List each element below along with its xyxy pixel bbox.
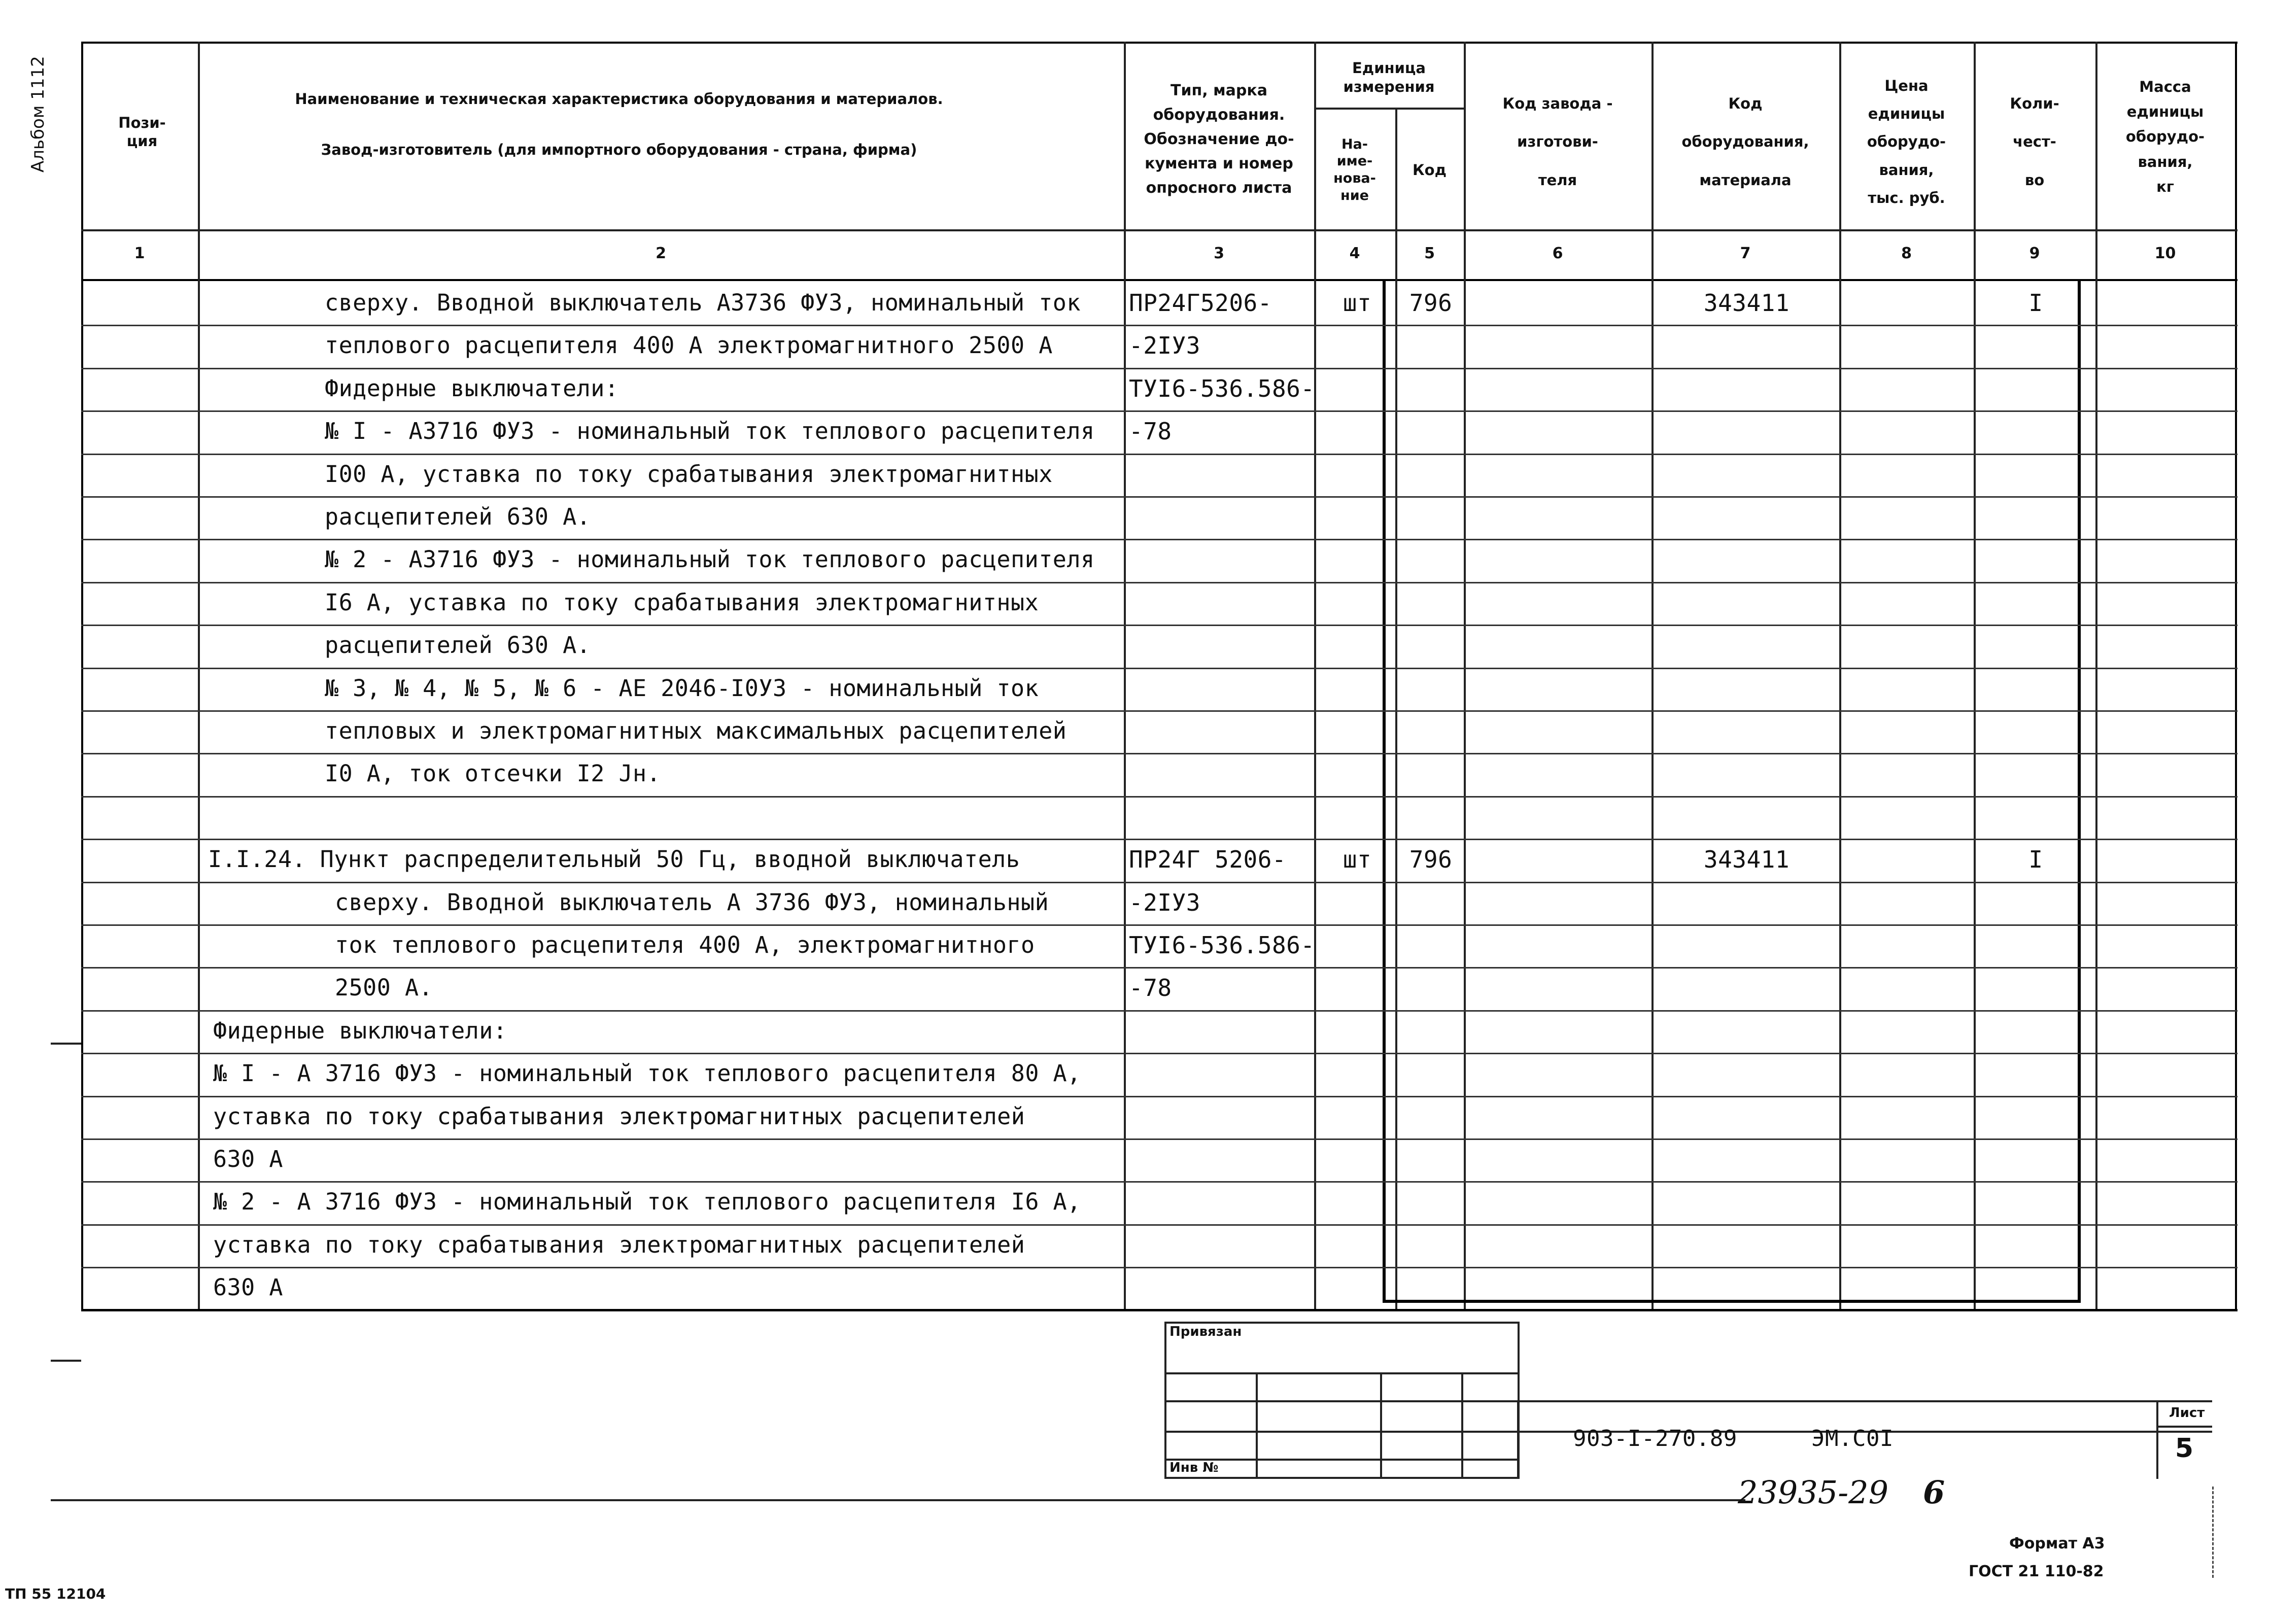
unit-subheader-rule [1314, 108, 1464, 110]
format-label: Формат А3 [2009, 1535, 2105, 1552]
col-divider-8 [1974, 42, 1976, 1310]
colnum-7: 7 [1740, 245, 1751, 262]
header-name-line1: Наименование и техническая характеристика оборудования и материалов. [295, 90, 943, 108]
doc-code: 903-I-270.89 [1573, 1426, 1737, 1452]
header-position: Пози- ция [118, 114, 166, 150]
table-row-rule [81, 1267, 2238, 1268]
doc-mark: ЭМ.С0I [1811, 1426, 1894, 1452]
header-name-line2: Завод-изготовитель (для импортного оборудования - страна, фирма) [321, 141, 917, 158]
type-cell: -78 [1129, 418, 1172, 445]
colnum-1: 1 [134, 245, 145, 262]
type-cell: -78 [1129, 974, 1172, 1001]
table-row-rule [81, 625, 2238, 626]
table-row-rule [81, 882, 2238, 883]
stamp-title-rule [1517, 1400, 2212, 1402]
col-divider-6 [1651, 42, 1654, 1310]
type-cell: ПР24Г5206- [1129, 289, 1272, 317]
code-cell: 796 [1409, 289, 1453, 317]
colnum-5: 5 [1424, 245, 1435, 262]
margin-tick-1 [51, 1043, 81, 1045]
name-cell: 2500 А. [335, 974, 433, 1001]
quantity-cell: I [2028, 846, 2043, 873]
header-price: Цена единицы оборудо- вания, тыс. руб. [1867, 77, 1946, 206]
bottom-code: ТП 55 12104 [5, 1585, 106, 1602]
sheet-rule [2156, 1426, 2212, 1428]
gost-label: ГОСТ 21 110-82 [1969, 1563, 2104, 1580]
header-mass: Масса единицы оборудо- вания, кг [2125, 78, 2205, 195]
name-cell: I0 А, ток отсечки I2 Jн. [325, 760, 661, 787]
table-row-rule [81, 1224, 2238, 1226]
album-label: Альбом 1112 [28, 56, 48, 172]
name-cell: 630 А [213, 1146, 283, 1172]
header-bottom-rule [81, 229, 2238, 231]
name-cell: I.I.24. Пункт распределительный 50 Гц, вводной выключатель [208, 846, 1020, 873]
header-unit-code: Код [1412, 161, 1447, 179]
name-cell: Фидерные выключатели: [213, 1017, 507, 1044]
table-bottom-rule [81, 1309, 2238, 1311]
name-cell: сверху. Вводной выключатель А3736 ФУЗ, номинальный ток [325, 289, 1081, 316]
table-row-rule [81, 710, 2238, 712]
name-cell: тепловых и электромагнитных максимальных расцепителей [325, 717, 1067, 744]
table-row-rule [81, 582, 2238, 583]
name-cell: № I - А 3716 ФУЗ - номинальный ток теплового расцепителя 80 А, [213, 1060, 1081, 1087]
name-cell: теплового расцепителя 400 А электромагнитного 2500 А [325, 332, 1053, 359]
stamp-rule-1 [1164, 1372, 1520, 1374]
table-row-rule [81, 1096, 2238, 1097]
name-cell: I6 А, уставка по току срабатывания электромагнитных [325, 589, 1039, 616]
name-cell: расцепителей 630 А. [325, 503, 591, 530]
header-equip-code: Код оборудования, материала [1681, 94, 1809, 189]
header-type: Тип, марка оборудования. Обозначение до- кумента и номер опросного листа [1144, 82, 1294, 197]
table-row-rule [81, 1053, 2238, 1054]
name-cell: уставка по току срабатывания электромагнитных расцепителей [213, 1103, 1025, 1130]
table-row-rule [81, 1181, 2238, 1183]
box-bottom [1383, 1300, 2081, 1303]
name-cell: расцепителей 630 А. [325, 632, 591, 659]
table-row-rule [81, 1138, 2238, 1140]
table-row-rule [81, 668, 2238, 669]
stamp-rule-2 [1164, 1400, 1520, 1402]
table-row-rule [81, 454, 2238, 455]
frame-right [2235, 42, 2237, 1310]
name-cell: Фидерные выключатели: [325, 375, 619, 402]
colnum-4: 4 [1349, 245, 1360, 262]
box-left [1383, 279, 1386, 1301]
col-divider-7 [1839, 42, 1841, 1310]
colnum-8: 8 [1901, 245, 1912, 262]
table-row-rule [81, 1010, 2238, 1012]
colnum-9: 9 [2029, 245, 2040, 262]
handwritten-page: 6 [1923, 1474, 1945, 1511]
name-cell: уставка по току срабатывания электромагнитных расцепителей [213, 1231, 1025, 1258]
name-cell: № 2 - А3716 ФУЗ - номинальный ток теплового расцепителя [325, 546, 1095, 573]
sheet-number: 5 [2175, 1433, 2194, 1464]
table-row-rule [81, 967, 2238, 969]
privyazan-label: Привязан [1169, 1324, 1242, 1339]
bottom-left-rule [51, 1499, 1745, 1501]
unit-cell: шт [1343, 289, 1372, 317]
name-cell: 630 А [213, 1274, 283, 1301]
table-row-rule [81, 539, 2238, 540]
sheet-label: Лист [2169, 1405, 2205, 1421]
number-row-rule [81, 279, 2238, 281]
stamp-col-2 [1380, 1372, 1382, 1479]
table-row-rule [81, 496, 2238, 498]
colnum-2: 2 [656, 245, 666, 262]
inv-label: Инв № [1169, 1460, 1219, 1475]
name-cell: № 2 - А 3716 ФУЗ - номинальный ток теплового расцепителя I6 А, [213, 1188, 1081, 1215]
table-row-rule [81, 924, 2238, 926]
col-divider-4 [1395, 108, 1397, 1310]
col-divider-2 [1124, 42, 1126, 1310]
col-divider-1 [198, 42, 200, 1310]
equipment-code-cell: 343411 [1703, 846, 1790, 873]
type-cell: ТУI6-536.586- [1129, 931, 1315, 959]
col-divider-3 [1314, 42, 1316, 1310]
table-row-rule [81, 410, 2238, 412]
type-cell: ТУI6-536.586- [1129, 375, 1315, 402]
table-row-rule [81, 325, 2238, 326]
name-cell: № I - А3716 ФУЗ - номинальный ток теплового расцепителя [325, 418, 1095, 444]
type-cell: -2IУ3 [1129, 332, 1200, 359]
box-right [2078, 279, 2081, 1301]
header-qty: Коли- чест- во [2010, 94, 2059, 189]
colnum-3: 3 [1214, 245, 1224, 262]
header-unit-name: На- име- нова- ние [1333, 136, 1376, 203]
name-cell: сверху. Вводной выключатель А 3736 ФУЗ, номинальный [335, 889, 1049, 916]
frame-left [81, 42, 83, 1310]
name-cell: № 3, № 4, № 5, № 6 - АЕ 2046-I0УЗ - номинальный ток [325, 675, 1039, 702]
table-row-rule [81, 839, 2238, 840]
code-cell: 796 [1409, 846, 1453, 873]
table-row-rule [81, 796, 2238, 798]
table-row-rule [81, 753, 2238, 754]
header-factory-code: Код завода - изготови- теля [1502, 94, 1613, 189]
stamp-col-3 [1461, 1372, 1463, 1479]
col-divider-9 [2095, 42, 2097, 1310]
name-cell: ток теплового расцепителя 400 А, электромагнитного [335, 931, 1035, 958]
colnum-10: 10 [2154, 245, 2176, 262]
margin-tick-2 [51, 1360, 81, 1362]
right-edge-dashes [2212, 1487, 2214, 1578]
equipment-code-cell: 343411 [1703, 289, 1790, 317]
stamp-title-left [1517, 1400, 1519, 1479]
header-unit: Единица измерения [1343, 59, 1435, 95]
unit-cell: шт [1343, 846, 1372, 873]
type-cell: -2IУ3 [1129, 889, 1200, 916]
col-divider-5 [1464, 42, 1466, 1310]
colnum-6: 6 [1552, 245, 1563, 262]
handwritten-number: 23935-29 [1738, 1474, 1889, 1511]
name-cell: I00 А, уставка по току срабатывания электромагнитных [325, 461, 1053, 488]
stamp-col-1 [1256, 1372, 1258, 1479]
type-cell: ПР24Г 5206- [1129, 846, 1287, 873]
table-row-rule [81, 368, 2238, 369]
frame-top [81, 42, 2238, 44]
quantity-cell: I [2028, 289, 2043, 317]
